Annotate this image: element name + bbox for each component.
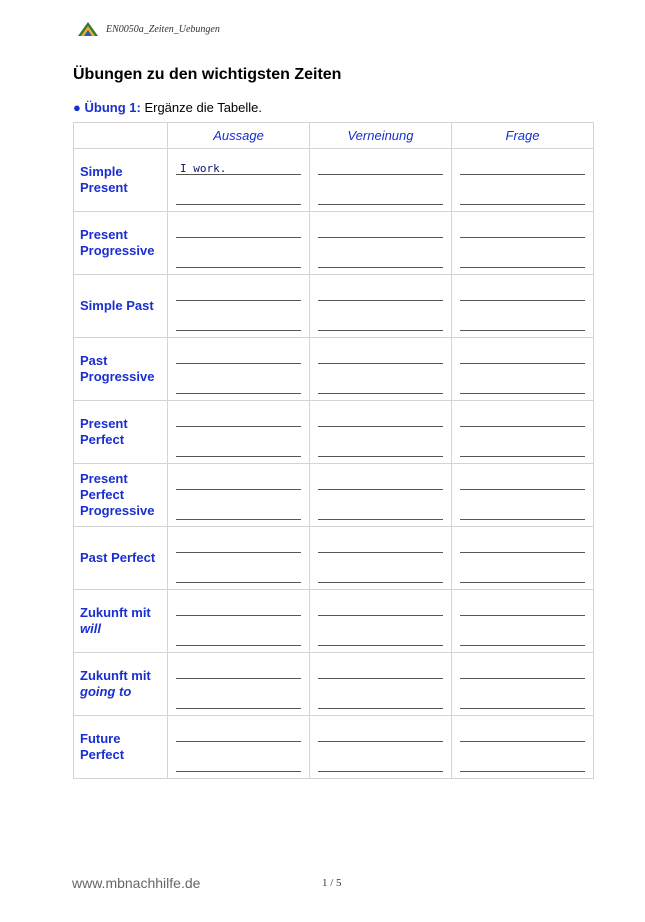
tense-label [74,464,168,527]
answer-line[interactable] [176,267,301,268]
tense-label-line: Simple [80,164,123,179]
answer-line[interactable] [176,426,301,427]
tense-label [74,716,168,779]
answer-cell[interactable] [310,716,452,779]
answer-line[interactable] [460,426,585,427]
answer-cell[interactable] [310,464,452,527]
answer-cell[interactable] [452,149,594,212]
answer-line[interactable] [318,456,443,457]
page-header [78,22,220,36]
corner-cell [74,123,168,149]
tense-label-line: Future [80,731,121,746]
answer-cell[interactable] [310,338,452,401]
document-id: EN0050a_Zeiten_Uebungen [106,23,220,35]
logo-icon [78,22,98,36]
answer-line[interactable] [176,678,301,679]
table-header-row [74,123,594,149]
column-header-aussage: Aussage [168,123,310,149]
answer-line[interactable] [318,300,443,301]
answer-line[interactable] [318,426,443,427]
answer-line[interactable] [318,552,443,553]
tense-label-line: Zukunft mit [80,605,151,620]
exercise-label: Übung 1: [84,100,141,115]
tense-table [73,122,594,779]
answer-cell[interactable] [168,401,310,464]
answer-cell[interactable] [452,464,594,527]
tense-label [74,275,168,338]
answer-cell[interactable] [168,716,310,779]
answer-line[interactable] [176,771,301,772]
answer-line[interactable] [176,237,301,238]
answer-line[interactable] [460,489,585,490]
tense-label [74,527,168,590]
tense-label-line: Zukunft mit [80,668,151,683]
answer-line[interactable] [176,708,301,709]
tense-label-line: Simple Past [80,298,154,313]
answer-line[interactable] [318,237,443,238]
answer-line[interactable] [460,552,585,553]
footer-website: www.mbnachhilfe.de [72,875,201,891]
tense-label [74,653,168,716]
answer-line[interactable] [460,456,585,457]
answer-cell[interactable] [168,275,310,338]
table-row [74,716,594,779]
table-row [74,338,594,401]
answer-cell[interactable] [310,590,452,653]
answer-line[interactable] [176,552,301,553]
table-row [74,653,594,716]
table-row [74,149,594,212]
tense-label-line: Progressive [80,503,155,518]
column-header-verneinung: Verneinung [310,123,452,149]
answer-line[interactable] [318,615,443,616]
tense-label [74,590,168,653]
tense-label [74,212,168,275]
answer-line[interactable] [176,300,301,301]
answer-cell[interactable] [452,590,594,653]
answer-line[interactable] [318,708,443,709]
tense-label-line: Perfect [80,487,125,502]
answer-line[interactable] [176,204,301,205]
answer-line[interactable] [176,393,301,394]
tense-label-line: Past Perfect [80,550,156,565]
exercise-text: Ergänze die Tabelle. [144,100,263,115]
answer-line[interactable] [460,237,585,238]
tense-label-line: Present [80,471,128,486]
tense-label [74,338,168,401]
answer-line[interactable] [176,489,301,490]
table-row [74,401,594,464]
answer-cell[interactable] [168,338,310,401]
table-row [74,212,594,275]
answer-line[interactable] [460,204,585,205]
bullet-icon: ● [73,100,81,115]
answer-cell[interactable] [452,275,594,338]
answer-line[interactable] [318,204,443,205]
answer-cell[interactable] [310,653,452,716]
answer-line[interactable] [176,363,301,364]
column-header-frage: Frage [452,123,594,149]
answer-line[interactable] [318,330,443,331]
answer-cell[interactable] [310,401,452,464]
tense-label-line: Progressive [80,369,155,384]
answer-line[interactable] [460,615,585,616]
tense-label-line: Past [80,353,108,368]
answer-line[interactable] [176,615,301,616]
example-answer: I work. [180,162,227,175]
answer-line[interactable] [318,363,443,364]
answer-line[interactable] [460,708,585,709]
answer-line[interactable] [318,645,443,646]
page-title: Übungen zu den wichtigsten Zeiten [73,66,342,83]
answer-line[interactable] [460,330,585,331]
answer-cell[interactable] [310,149,452,212]
answer-line[interactable] [460,174,585,175]
page-number: 1 / 5 [322,877,342,889]
answer-cell[interactable] [168,464,310,527]
tense-label-line: will [80,621,101,636]
answer-cell[interactable] [310,212,452,275]
tense-label-line: Progressive [80,243,155,258]
answer-line[interactable] [176,456,301,457]
answer-line[interactable] [460,393,585,394]
answer-line[interactable] [318,582,443,583]
answer-cell[interactable] [168,212,310,275]
answer-line[interactable] [460,519,585,520]
answer-line[interactable] [460,582,585,583]
tense-label [74,401,168,464]
answer-line[interactable] [460,267,585,268]
table-row [74,527,594,590]
answer-line[interactable] [176,741,301,742]
answer-cell[interactable] [452,212,594,275]
answer-cell[interactable] [452,653,594,716]
answer-cell[interactable] [452,401,594,464]
answer-line[interactable] [318,267,443,268]
answer-line[interactable] [460,771,585,772]
answer-line[interactable] [318,741,443,742]
table-row [74,464,594,527]
answer-line[interactable] [460,678,585,679]
answer-cell[interactable] [310,275,452,338]
tense-label-line: going to [80,684,132,699]
answer-line[interactable] [460,741,585,742]
tense-label-line: Perfect [80,432,125,447]
answer-line[interactable] [176,174,301,175]
answer-line[interactable] [318,771,443,772]
answer-line[interactable] [318,678,443,679]
answer-line[interactable] [318,174,443,175]
table-row [74,590,594,653]
answer-cell[interactable] [168,149,310,212]
answer-line[interactable] [176,645,301,646]
answer-line[interactable] [318,519,443,520]
answer-cell[interactable] [452,527,594,590]
answer-cell[interactable] [168,527,310,590]
answer-line[interactable] [460,300,585,301]
answer-line[interactable] [460,645,585,646]
answer-line[interactable] [318,393,443,394]
answer-cell[interactable] [168,590,310,653]
answer-line[interactable] [176,519,301,520]
answer-line[interactable] [460,363,585,364]
tense-label-line: Present [80,416,128,431]
tense-label-line: Present [80,180,128,195]
answer-line[interactable] [318,489,443,490]
exercise-instruction [73,100,262,115]
tense-label-line: Perfect [80,747,125,762]
answer-cell[interactable] [310,527,452,590]
answer-cell[interactable] [452,338,594,401]
answer-line[interactable] [176,582,301,583]
tense-label [74,149,168,212]
answer-cell[interactable] [168,653,310,716]
answer-line[interactable] [176,330,301,331]
table-row [74,275,594,338]
answer-cell[interactable] [452,716,594,779]
tense-label-line: Present [80,227,128,242]
